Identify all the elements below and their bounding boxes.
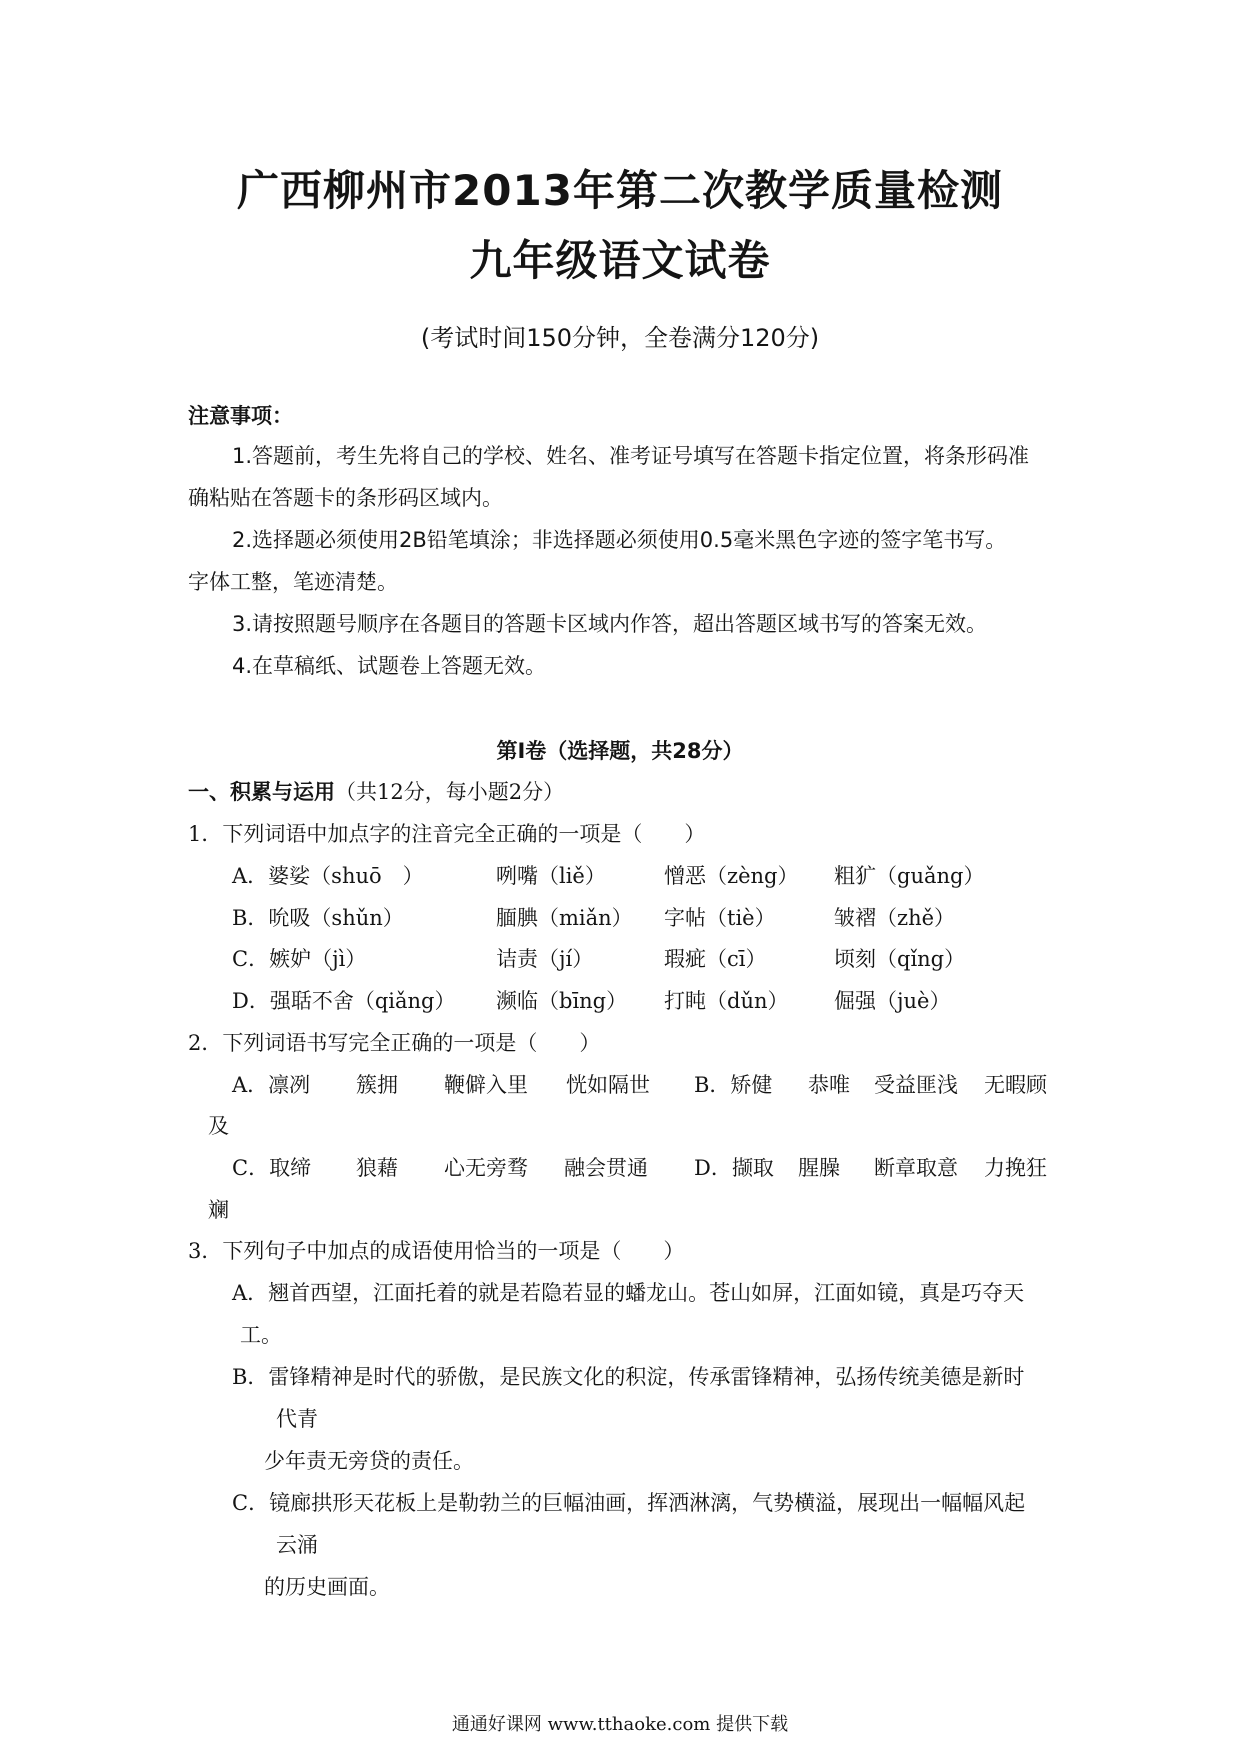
q3-option-b-cont: 代青 [276, 1407, 318, 1431]
notice-line: 3.请按照题号顺序在各题目的答题卡区域内作答，超出答题区域书写的答案无效。 [232, 612, 988, 636]
q3-option-c-cont: 的历史画面。 [264, 1575, 390, 1599]
q2-word: 簇拥 [356, 1073, 398, 1097]
q1-option: 瑕疵（cī） [664, 947, 767, 971]
q1-option: 倔强（juè） [834, 989, 951, 1013]
q2-word: C．取缔 [232, 1156, 312, 1180]
q1-option: 诘责（jí） [496, 947, 594, 971]
q1-option: 皱褶（zhě） [834, 906, 956, 930]
q1-option: 字帖（tiè） [664, 906, 776, 930]
q3-option-c-cont: 云涌 [276, 1533, 318, 1557]
q2-wrap: 斓 [208, 1198, 229, 1222]
q1-option: 打盹（dǔn） [664, 989, 789, 1013]
q2-word: B．矫健 [694, 1073, 773, 1097]
q2-wrap: 及 [208, 1114, 229, 1138]
q1-option: 憎恶（zèng） [664, 864, 799, 888]
part1-label: 一、积累与运用 [188, 780, 335, 804]
q2-word: 融会贯通 [564, 1156, 648, 1180]
q1-option: A．婆娑（shuō ） [232, 864, 424, 888]
q2-word: 心无旁骛 [444, 1156, 528, 1180]
notice-line: 确粘贴在答题卡的条形码区域内。 [188, 486, 503, 510]
q2-word: A．凛冽 [232, 1073, 311, 1097]
q3-option-a: A．翘首西望，江面托着的就是若隐若显的蟠龙山。苍山如屏，江面如镜，真是巧夺天 [232, 1281, 1025, 1305]
section-title: 第Ⅰ卷（选择题，共28分） [496, 739, 744, 763]
notice-heading: 注意事项： [188, 404, 293, 428]
notice-line: 2.选择题必须使用2B铅笔填涂；非选择题必须使用0.5毫米黑色字迹的签字笔书写。 [232, 528, 1007, 552]
q2-word: 受益匪浅 [874, 1073, 958, 1097]
q2-word: 腥臊 [798, 1156, 840, 1180]
q1-option: 顷刻（qǐng） [834, 947, 966, 971]
q2-word: 无暇顾 [984, 1073, 1047, 1097]
q1-option: C．嫉妒（jì） [232, 947, 367, 971]
exam-title-line2: 九年级语文试卷 [469, 236, 771, 285]
q1-option: 濒临（bīng） [496, 989, 628, 1013]
q3-option-b-cont: 少年责无旁贷的责任。 [264, 1449, 474, 1473]
notice-line: 字体工整，笔迹清楚。 [188, 570, 398, 594]
part1-score: （共12分，每小题2分） [335, 780, 565, 804]
q1-option: B．吮吸（shǔn） [232, 906, 404, 930]
q2-stem: 2．下列词语书写完全正确的一项是（ ） [188, 1031, 601, 1055]
q3-option-c: C．镜廊拱形天花板上是勒勃兰的巨幅油画，挥洒淋漓，气势横溢，展现出一幅幅风起 [232, 1491, 1026, 1515]
notice-line: 1.答题前，考生先将自己的学校、姓名、准考证号填写在答题卡指定位置，将条形码准 [232, 444, 1030, 468]
q2-word: 狼藉 [356, 1156, 398, 1180]
q2-word: 力挽狂 [984, 1156, 1047, 1180]
q2-word: D．撷取 [694, 1156, 774, 1180]
footer-source: 通通好课网 www.tthaoke.com 提供下载 [451, 1714, 789, 1735]
q1-option: 粗犷（guǎng） [834, 864, 985, 888]
q1-option: 咧嘴（liě） [496, 864, 606, 888]
exam-info: (考试时间150分钟，全卷满分120分) [420, 324, 820, 352]
q1-option: 腼腆（miǎn） [496, 906, 633, 930]
q3-option-b: B．雷锋精神是时代的骄傲，是民族文化的积淀，传承雷锋精神，弘扬传统美德是新时 [232, 1365, 1025, 1389]
q1-option: D．强聒不舍（qiǎng） [232, 989, 456, 1013]
q2-word: 恭唯 [808, 1073, 850, 1097]
q3-option-a-cont: 工。 [240, 1323, 282, 1347]
q2-word: 鞭僻入里 [444, 1073, 528, 1097]
part1-heading [188, 776, 564, 806]
q2-word: 断章取意 [874, 1156, 958, 1180]
q1-stem: 1．下列词语中加点字的注音完全正确的一项是（ ） [188, 822, 706, 846]
q2-word: 恍如隔世 [566, 1073, 650, 1097]
notice-line: 4.在草稿纸、试题卷上答题无效。 [232, 654, 547, 678]
exam-title-line1: 广西柳州市2013年第二次教学质量检测 [237, 166, 1003, 215]
q3-stem: 3．下列句子中加点的成语使用恰当的一项是（ ） [188, 1239, 685, 1263]
